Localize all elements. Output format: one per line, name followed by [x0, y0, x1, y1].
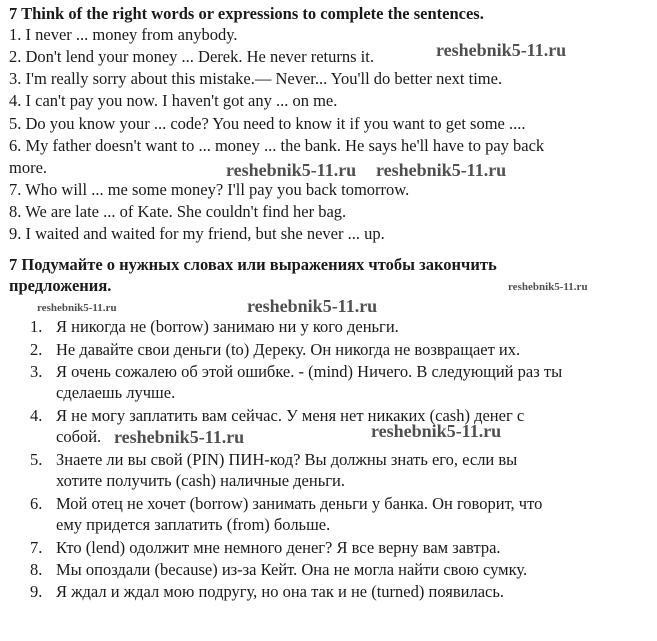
english-sentence-3: 3. I'm really sorry about this mistake.— Never... You'll do better next time.	[9, 69, 503, 88]
english-sentence-4: 4. I can't pay you now. I haven't got any ... on me.	[9, 91, 338, 110]
item-number: 4.	[30, 406, 43, 425]
watermark: reshebnik5-11.ru	[508, 281, 588, 293]
item-number: 7.	[30, 538, 43, 557]
item-number: 5.	[30, 450, 43, 469]
item-text: Не давайте свои деньги (to) Дереку. Он никогда не возвращает их.	[56, 340, 521, 359]
english-sentence-6-continued: more.	[9, 158, 48, 177]
item-text: Мой отец не хочет (borrow) занимать деньги у банка. Он говорит, что	[56, 494, 543, 513]
item-text: Я не могу заплатить вам сейчас. У меня нет никаких (cash) денег с	[56, 406, 525, 425]
item-number: 6.	[30, 494, 43, 513]
russian-item-9	[30, 581, 504, 602]
item-text: Я ждал и ждал мою подругу, но она так и не (turned) появилась.	[56, 582, 504, 601]
item-number: 8.	[30, 560, 43, 579]
russian-item-6-continued: ему придется заплатить (from) больше.	[56, 515, 331, 534]
item-number: 2.	[30, 340, 43, 359]
russian-item-3	[30, 361, 562, 382]
watermark: reshebnik5-11.ru	[247, 296, 378, 316]
russian-item-4-continued: собой.	[56, 427, 102, 446]
russian-item-7	[30, 537, 501, 558]
english-sentence-6: 6. My father doesn't want to ... money ... the bank. He says he'll have to pay back	[9, 136, 545, 155]
english-sentence-5: 5. Do you know your ... code? You need to know it if you want to get some ....	[9, 114, 526, 133]
russian-item-8	[30, 559, 527, 580]
item-text: Я очень сожалею об этой ошибке. - (mind) Ничего. В следующий раз ты	[56, 362, 563, 381]
english-sentence-2: 2. Don't lend your money ... Derek. He never returns it.	[9, 47, 374, 66]
watermark: reshebnik5-11.ru	[371, 421, 502, 441]
russian-item-5-continued: хотите получить (cash) наличные деньги.	[56, 471, 345, 490]
item-number: 9.	[30, 582, 43, 601]
russian-item-3-continued: сделаешь лучше.	[56, 383, 176, 402]
item-text: Я никогда не (borrow) занимаю ни у кого деньги.	[56, 317, 399, 336]
russian-item-1	[30, 316, 399, 337]
watermark: reshebnik5-11.ru	[436, 40, 567, 60]
russian-item-6	[30, 493, 542, 514]
english-sentence-9: 9. I waited and waited for my friend, but she never ... up.	[9, 224, 385, 243]
item-text: Кто (lend) одолжит мне немного денег? Я все верну вам завтра.	[56, 538, 501, 557]
watermark: reshebnik5-11.ru	[37, 302, 117, 314]
russian-item-2	[30, 339, 520, 360]
english-sentence-8: 8. We are late ... of Kate. She couldn't find her bag.	[9, 202, 347, 221]
english-sentence-7: 7. Who will ... me some money? I'll pay you back tomorrow.	[9, 180, 410, 199]
english-heading: 7 Think of the right words or expressions to complete the sentences.	[9, 4, 484, 23]
item-text: Мы опоздали (because) из-за Кейт. Она не могла найти свою сумку.	[56, 560, 528, 579]
item-number: 3.	[30, 362, 43, 381]
watermark: reshebnik5-11.ru	[376, 160, 507, 180]
russian-heading: 7 Подумайте о нужных словах или выражениях чтобы закончить	[9, 255, 497, 274]
watermark: reshebnik5-11.ru	[114, 427, 245, 447]
watermark: reshebnik5-11.ru	[226, 160, 357, 180]
russian-heading-continued: предложения.	[9, 276, 112, 295]
item-number: 1.	[30, 317, 43, 336]
english-sentence-1: 1. I never ... money from anybody.	[9, 25, 238, 44]
item-text: Знаете ли вы свой (PIN) ПИН-код? Вы должны знать его, если вы	[56, 450, 518, 469]
russian-item-5	[30, 449, 517, 470]
